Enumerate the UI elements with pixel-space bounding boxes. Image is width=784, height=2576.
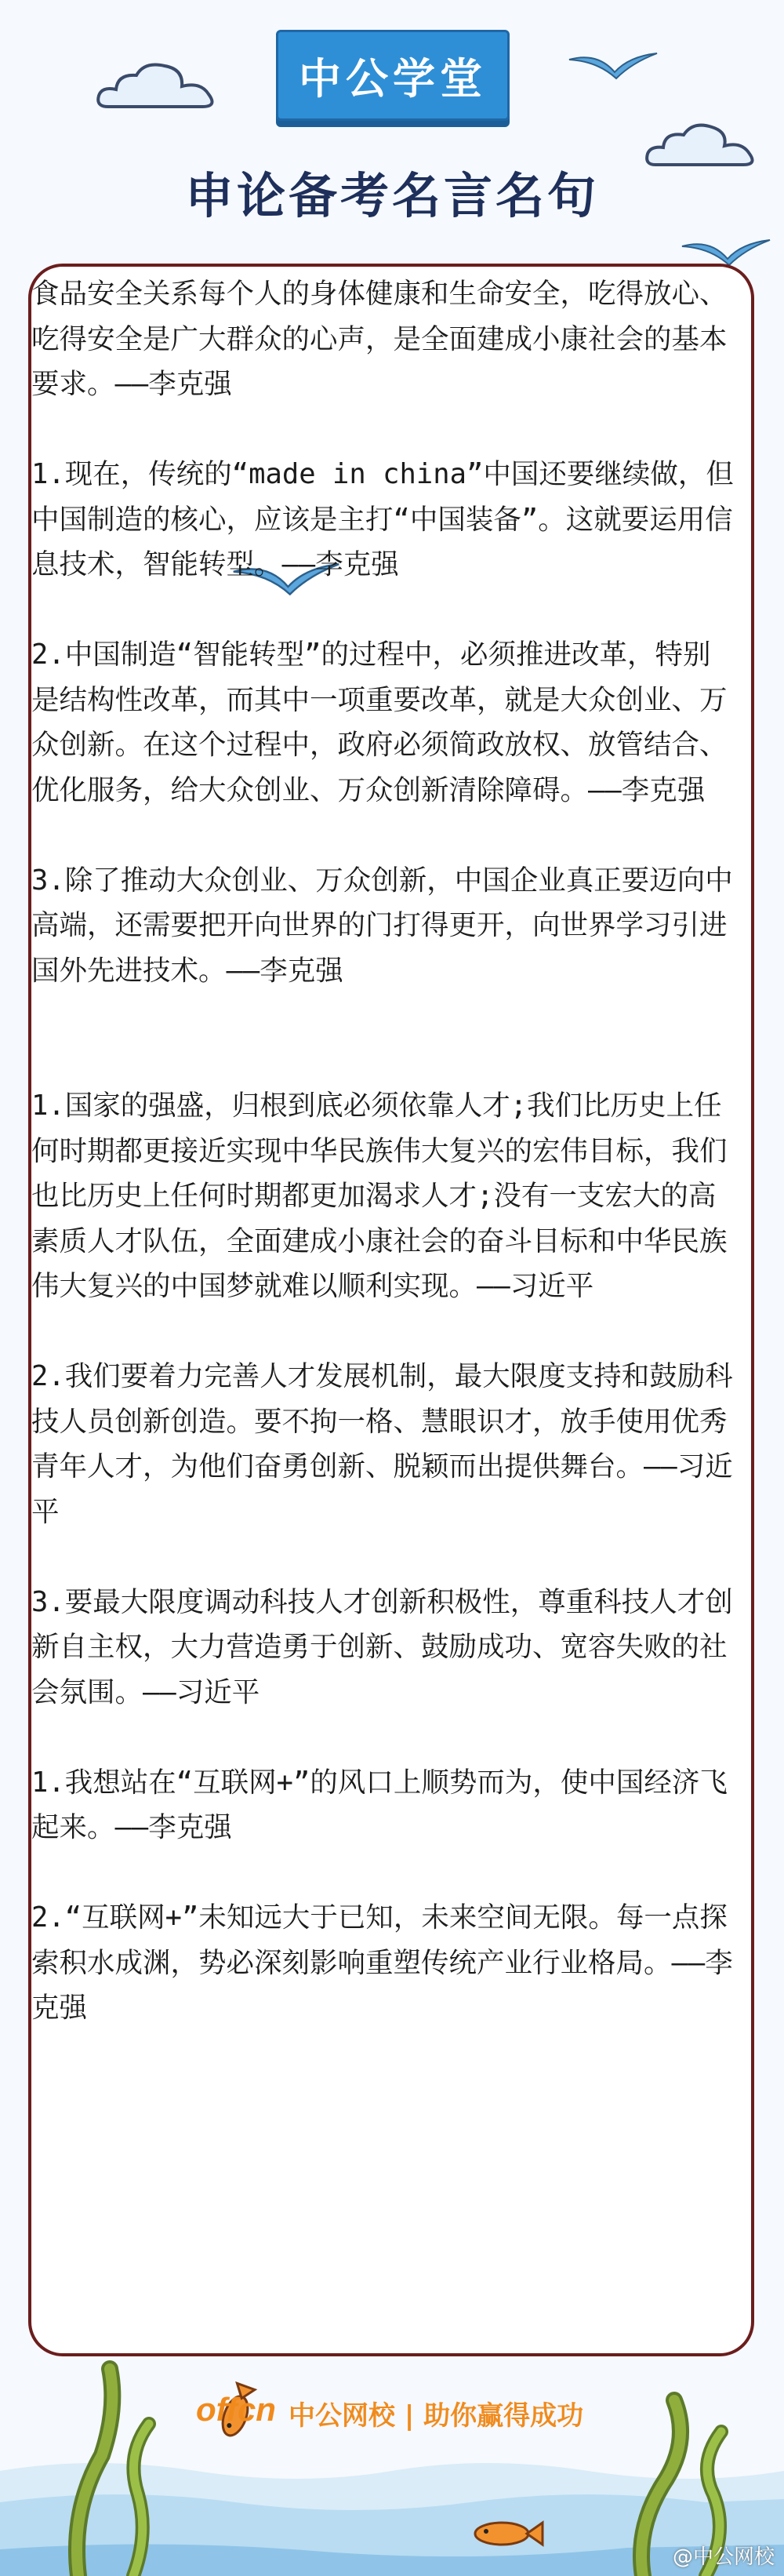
seabed-illustration-icon [0, 2353, 784, 2576]
offcn-logo: offcn [196, 2391, 276, 2428]
bird-top-right-icon [566, 49, 660, 80]
quote-list [31, 271, 737, 2076]
quote-item: 3.除了推动大众创业、万众创新，中国企业真正要迈向中高端，还需要把开向世界的门打得更开，向世界学习引进国外先进技术。——李克强 [31, 864, 733, 987]
quote-item: 1.国家的强盛，归根到底必须依靠人才;我们比历史上任何时期都更接近实现中华民族伟大复兴的宏伟目标，我们也比历史上任何时期都更加渴求人才;没有一支宏大的高素质人才队伍，全面建成小康社会的奋斗目标和中华民族伟大复兴的中国梦就难以顺利实现。——习近平 [31, 1090, 728, 1302]
page-title: 申论备考名言名句 [184, 167, 599, 224]
watermark: @中公网校 [672, 2545, 775, 2569]
cloud-left-icon [93, 56, 226, 113]
footer [0, 2353, 784, 2576]
brand-badge: 中公学堂 [276, 30, 510, 121]
quote-item: 2.我们要着力完善人才发展机制，最大限度支持和鼓励科技人员创新创造。要不拘一格、慧眼识才，放手使用优秀青年人才，为他们奋勇创新、脱颖而出提供舞台。——习近平 [31, 1360, 733, 1528]
bird-mid-right-icon [679, 235, 773, 267]
header [0, 0, 784, 259]
quote-item: 1.我想站在“互联网+”的风口上顺势而为，使中国经济飞起来。——李克强 [31, 1766, 728, 1843]
quote-item: 3.要最大限度调动科技人才创新积极性，尊重科技人才创新自主权，大力营造勇于创新、鼓励成功、宽容失败的社会氛围。——习近平 [31, 1585, 733, 1708]
quote-item: 2.“互联网+”未知远大于已知，未来空间无限。每一点探索积水成渊，势必深刻影响重塑传统产业行业格局。——李克强 [31, 1901, 733, 2024]
quote-item: 1.现在，传统的“made in china”中国还要继续做，但中国制造的核心，应该是主打“中国装备”。这就要运用信息技术，智能转型。——李克强 [31, 458, 734, 580]
quote-item: 食品安全关系每个人的身体健康和生命安全，吃得放心、吃得安全是广大群众的心声，是全面建成小康社会的基本要求。——李克强 [31, 278, 728, 400]
quote-item: 2.中国制造“智能转型”的过程中，必须推进改革，特别是结构性改革，而其中一项重要改革，就是大众创业、万众创新。在这个过程中，政府必须简政放权、放管结合、优化服务，给大众创业、万众创新清除障碍。——李克强 [31, 639, 728, 806]
footer-slogan: 中公网校 | 助你赢得成功 [289, 2400, 584, 2432]
